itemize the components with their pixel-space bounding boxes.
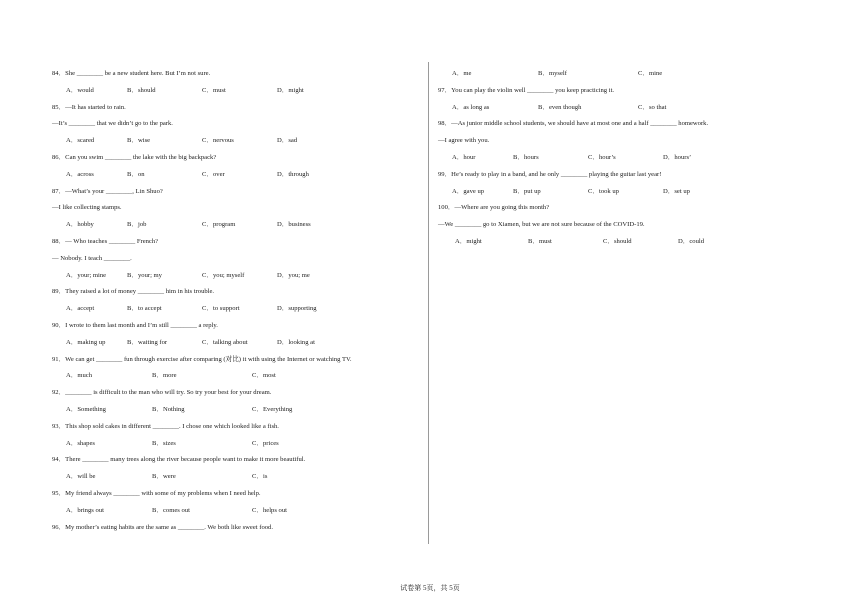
answer-option: A．shapes (66, 439, 95, 447)
answer-option: B．myself (538, 70, 567, 77)
answer-option: D．sad (277, 137, 298, 145)
answer-option: C．hour’s (588, 154, 616, 161)
answer-option: B．must (528, 238, 552, 245)
answer-option: A．as long as (452, 103, 490, 111)
answer-option: D．business (277, 221, 311, 229)
answer-option: C．over (202, 170, 225, 178)
question-text: 86．Can you swim ________ the lake with the big backpack? (52, 154, 217, 161)
answer-option: D．hours’ (663, 154, 692, 161)
answer-option: B．Nothing (152, 406, 185, 413)
answer-option: C．Everything (252, 406, 293, 413)
answer-option: C．to support (202, 305, 240, 313)
answer-option: C．nervous (202, 137, 234, 145)
answer-option: C．so that (638, 103, 667, 111)
answer-option: B．your; my (127, 271, 162, 279)
question-text: 85．—It has started to rain. (52, 103, 126, 111)
answer-option: B．hours (513, 154, 539, 161)
answer-option: C．took up (588, 187, 619, 195)
answer-option: B．even though (538, 103, 582, 111)
question-text: 100．—Where are you going this month? (438, 204, 550, 212)
answer-option: B．more (152, 372, 177, 380)
answer-option: B．on (127, 170, 145, 178)
answer-option: A．brings out (66, 506, 104, 514)
answer-option: C．mine (638, 70, 663, 77)
question-text: 97．You can play the violin well ________ you keep practicing it. (438, 86, 615, 94)
answer-option: A．might (455, 238, 482, 245)
question-text: 95．My friend always ________ with some of my problems when I need help. (52, 490, 261, 497)
question-text: — Nobody. I teach ________. (52, 254, 132, 262)
question-text: 93．This shop sold cakes in different ________. I chose one which looked like a fish. (52, 422, 279, 430)
answer-option: C．helps out (252, 506, 287, 514)
question-text: 87．—What’s your ________, Lin Shuo? (52, 187, 163, 195)
answer-option: C．should (603, 238, 632, 245)
question-text: 99．He’s ready to play in a band, and he only ________ playing the guitar last year! (438, 170, 662, 178)
question-text: —We ________ go to Xiamen, but we are not sure because of the COVID-19. (438, 221, 645, 229)
answer-option: B．job (127, 221, 147, 229)
question-text: —I agree with you. (438, 137, 490, 145)
answer-option: A．across (66, 170, 94, 178)
question-text: 94．There ________ many trees along the river because people want to make it more beautiful. (52, 456, 306, 464)
answer-option: A．hobby (66, 221, 94, 229)
answer-option: A．accept (66, 305, 95, 313)
answer-option: C．most (252, 372, 276, 380)
answer-option: D．set up (663, 187, 690, 195)
question-text: —It’s ________ that we didn’t go to the park. (52, 120, 173, 128)
question-text: 92．________ is difficult to the man who will try. So try your best for your dream. (52, 389, 272, 397)
answer-option: D．supporting (277, 305, 317, 313)
answer-option: D．could (678, 238, 705, 245)
answer-option: B．comes out (152, 506, 190, 514)
column-divider (428, 62, 429, 544)
question-text: 88．— Who teaches ________ French? (52, 238, 159, 245)
question-text: 96．My mother’s eating habits are the same as ________. We both like sweet food. (52, 523, 273, 531)
answer-option: A．scared (66, 137, 95, 145)
answer-option: D．you; me (277, 271, 310, 279)
answer-option: C．is (252, 473, 268, 481)
answer-option: B．sizes (152, 439, 176, 447)
answer-option: A．making up (66, 338, 106, 346)
question-text: 89．They raised a lot of money ________ him in his trouble. (52, 288, 215, 296)
answer-option: A．me (452, 70, 472, 77)
question-text: 98．—As junior middle school students, we should have at most one and a half ________ homework. (438, 120, 709, 128)
answer-option: C．program (202, 221, 236, 229)
answer-option: A．your; mine (66, 271, 107, 279)
answer-option: B．waiting for (127, 338, 168, 346)
answer-option: A．hour (452, 154, 476, 161)
question-text: —I like collecting stamps. (52, 204, 122, 212)
answer-option: D．through (277, 170, 309, 178)
page-footer: 试卷第 5页，共 5页 (400, 584, 460, 592)
question-text: 90．I wrote to them last month and I’m still ________ a reply. (52, 322, 218, 329)
answer-option: D．looking at (277, 338, 315, 346)
answer-option: A．will be (66, 473, 96, 481)
answer-option: B．should (127, 86, 156, 94)
answer-option: D．might (277, 86, 304, 94)
answer-option: B．put up (513, 187, 541, 195)
answer-option: C．talking about (202, 338, 248, 346)
answer-option: C．you; myself (202, 271, 245, 279)
answer-option: A．much (66, 372, 93, 380)
answer-option: A．would (66, 86, 94, 94)
question-text: 84．She ________ be a new student here. But I’m not sure. (52, 70, 211, 77)
answer-option: A．Something (66, 406, 106, 413)
answer-option: B．to accept (127, 305, 162, 313)
answer-option: C．must (202, 86, 226, 94)
answer-option: A．gave up (452, 187, 485, 195)
answer-option: C．prices (252, 439, 279, 447)
question-text: 91．We can get ________ fun through exercise after comparing (对比) it with using the Internet or watching TV. (52, 355, 352, 363)
answer-option: B．wise (127, 137, 151, 145)
answer-option: B．were (152, 473, 176, 481)
